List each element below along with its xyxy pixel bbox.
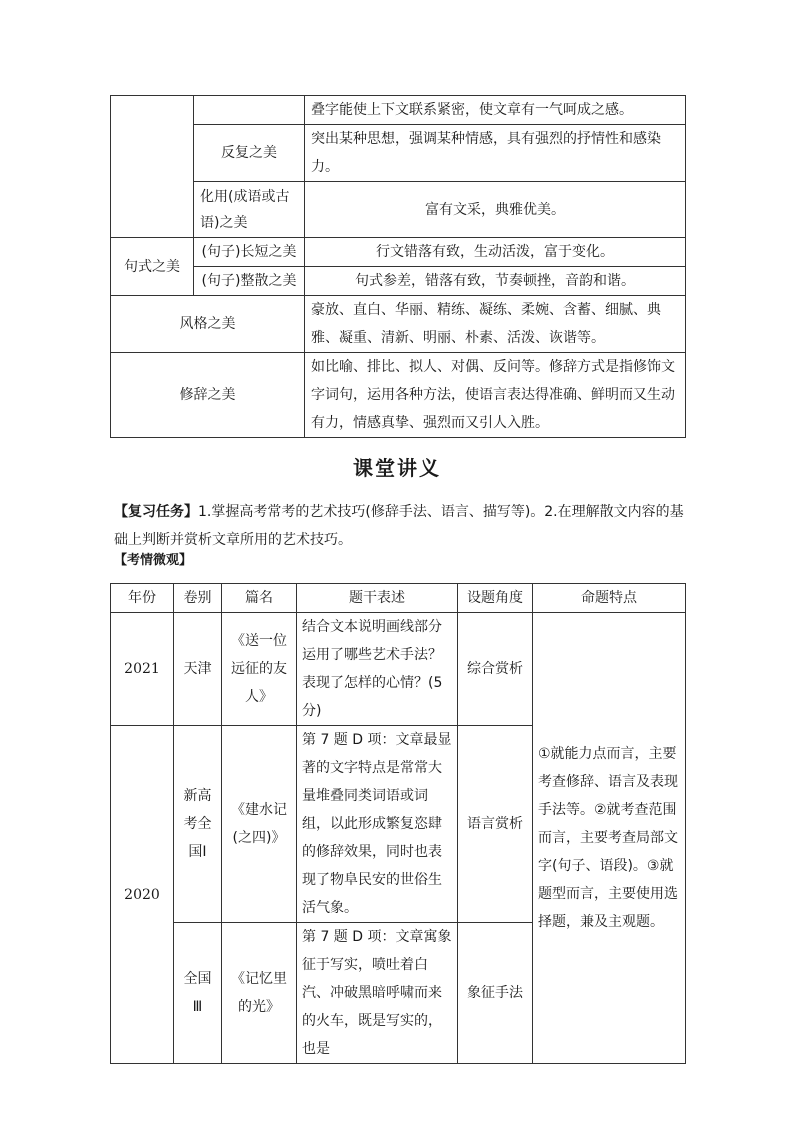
- exam-analysis-table: [110, 583, 686, 1064]
- subcategory-cell-blank: [194, 96, 305, 125]
- paper-cell: 新高考全国Ⅰ: [174, 726, 222, 923]
- table-cell: 化用(成语或古语)之美: [194, 182, 305, 238]
- category-cell-blank: [111, 96, 194, 238]
- table-header: 卷别: [174, 584, 222, 613]
- stem-cell: 结合文本说明画线部分运用了哪些艺术手法？表现了怎样的心情？(5分): [297, 613, 458, 726]
- table-cell: (句子)长短之美: [194, 238, 305, 267]
- angle-cell: 象征手法: [458, 923, 533, 1064]
- table-cell: 如比喻、排比、拟人、对偶、反问等。修辞方式是指修饰文字词句，运用各种方法，使语言表达得准确、鲜明而又生动有力，情感真挚、强烈而又引人入胜。: [305, 353, 686, 438]
- stem-cell: 第 7 题 D 项：文章寓象征于写实，喷吐着白汽、冲破黑暗呼啸而来的火车，既是写实的，也是: [297, 923, 458, 1064]
- table-cell: 句式之美: [111, 238, 194, 296]
- kaoqing-label: 【考情微观】: [114, 553, 193, 568]
- table-cell: 叠字能使上下文联系紧密，使文章有一气呵成之感。: [305, 96, 686, 125]
- table-header: 设题角度: [458, 584, 533, 613]
- table-cell: 修辞之美: [111, 353, 305, 438]
- section-title: 课堂讲义: [353, 456, 441, 480]
- review-task-label: 【复习任务】: [114, 504, 198, 520]
- review-task-text: 1.掌握高考常考的艺术技巧(修辞手法、语言、描写等)。2.在理解散文内容的基础上判断并赏析文章所用的艺术技巧。: [114, 504, 684, 548]
- title-cell: 《送一位远征的友人》: [222, 613, 297, 726]
- table-header: 年份: [111, 584, 174, 613]
- table-cell: 行文错落有致，生动活泼，富于变化。: [305, 238, 686, 267]
- table-cell: 句式参差，错落有致，节奏顿挫，音韵和谐。: [305, 267, 686, 296]
- table-header: 命题特点: [533, 584, 686, 613]
- year-cell: 2020: [111, 726, 174, 1064]
- title-cell: 《建水记(之四)》: [222, 726, 297, 923]
- table-cell: 突出某种思想，强调某种情感，具有强烈的抒情性和感染力。: [305, 125, 686, 182]
- title-cell: 《记忆里的光》: [222, 923, 297, 1064]
- table-cell: 反复之美: [194, 125, 305, 182]
- review-task: [114, 498, 694, 554]
- table-cell: (句子)整散之美: [194, 267, 305, 296]
- year-cell: 2021: [111, 613, 174, 726]
- table-cell: 风格之美: [111, 296, 305, 353]
- stem-cell: 第 7 题 D 项：文章最显著的文字特点是常常大量堆叠同类词语或词组，以此形成繁复恣肆的修辞效果，同时也表现了物阜民安的世俗生活气象。: [297, 726, 458, 923]
- table-header: 篇名: [222, 584, 297, 613]
- angle-cell: 语言赏析: [458, 726, 533, 923]
- rhetoric-beauty-table: [110, 95, 686, 438]
- table-cell: 豪放、直白、华丽、精练、凝练、柔婉、含蓄、细腻、典雅、凝重、清新、明丽、朴素、活泼、诙谐等。: [305, 296, 686, 353]
- angle-cell: 综合赏析: [458, 613, 533, 726]
- paper-cell: 全国Ⅲ: [174, 923, 222, 1064]
- features-cell: ①就能力点而言，主要考查修辞、语言及表现手法等。②就考查范围而言，主要考查局部文字(句子、语段)。③就题型而言，主要使用选择题，兼及主观题。: [533, 613, 686, 1064]
- paper-cell: 天津: [174, 613, 222, 726]
- table-header: 题干表述: [297, 584, 458, 613]
- table-cell: 富有文采，典雅优美。: [305, 182, 686, 238]
